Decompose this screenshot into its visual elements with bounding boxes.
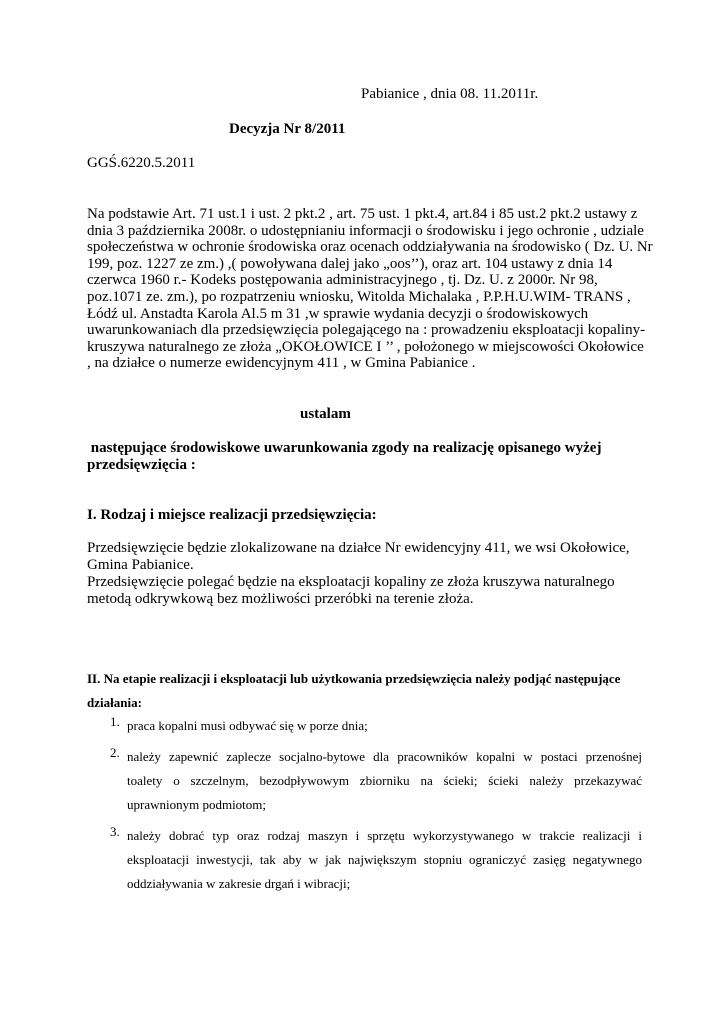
list-item-line: uprawnionym podmiotom;: [127, 797, 267, 812]
list-item-number: 2.: [110, 745, 120, 760]
section-1-heading: I. Rodzaj i miejsce realizacji przedsięwzięcia:: [87, 507, 377, 523]
list-item-number: 1.: [110, 714, 120, 729]
list-item: [87, 824, 642, 896]
preamble-line: Na podstawie Art. 71 ust.1 i ust. 2 pkt.2 , art. 75 ust. 1 pkt.4, art.84 i 85 ust.2 pkt.2 ustawy z: [87, 206, 638, 222]
preamble-paragraph: [87, 206, 653, 372]
decision-title: Decyzja Nr 8/2011: [229, 121, 346, 137]
list-item: [87, 745, 642, 817]
preamble-line: kruszywa naturalnego ze złoża „OKOŁOWICE I ’’ , położonego w miejscowości Okołowice: [87, 338, 644, 355]
section-1-body: [87, 540, 657, 608]
decision-intro-line: następujące środowiskowe uwarunkowania zgody na realizację opisanego wyżej: [87, 440, 602, 456]
preamble-line: 199, poz. 1227 ze zm.) ,( powoływana dalej jako „oos’’), oraz art. 104 ustawy z dnia 14: [87, 255, 613, 272]
preamble-line: poz.1071 ze. zm.), po rozpatrzeniu wniosku, Witolda Michalaka , P.P.H.U.WIM- TRANS ,: [87, 288, 631, 305]
place-date: Pabianice , dnia 08. 11.2011r.: [361, 86, 539, 102]
preamble-line: czerwca 1960 r.- Kodeks postępowania administracyjnego , tj. Dz. U. z 2000r. Nr 98,: [87, 272, 598, 289]
list-item-number: 3.: [110, 824, 120, 839]
list-item-line: należy zapewnić zaplecze socjalno-bytowe dla pracowników kopalni w postaci przenośnej: [127, 749, 642, 764]
section-2-heading: [87, 667, 647, 715]
list-item-line: oddziaływania w zakresie drgań i wibracji;: [127, 876, 351, 891]
list-item-line: toalety o szczelnym, bezodpływowym zbiorniku na ścieki; ścieki należy przekazywać: [127, 773, 642, 788]
decision-intro-line: przedsięwzięcia :: [87, 457, 196, 473]
section-1-line: Przedsięwzięcie będzie zlokalizowane na działce Nr ewidencyjny 411, we wsi Okołowice,: [87, 540, 630, 556]
list-item-line: należy dobrać typ oraz rodzaj maszyn i sprzętu wykorzystywanego w trakcie realizacji i: [127, 828, 642, 843]
actions-list: [87, 714, 642, 903]
decision-intro: [87, 440, 647, 474]
section-2-heading-line: działania:: [87, 695, 142, 710]
preamble-line: dnia 3 października 2008r. o udostępnianiu informacji o środowisku i jego ochronie , udziale: [87, 222, 644, 239]
preamble-line: społeczeństwa w ochronie środowiska oraz ocenach oddziaływania na środowisko ( Dz. U. Nr: [87, 239, 653, 256]
list-item: [87, 714, 642, 738]
decision-keyword: ustalam: [300, 406, 351, 422]
preamble-line: , na działce o numerze ewidencyjnym 411 , w Gmina Pabianice .: [87, 355, 476, 372]
reference-number: GGŚ.6220.5.2011: [87, 155, 196, 171]
preamble-line: uwarunkowaniach dla przedsięwzięcia polegającego na : prowadzeniu eksploatacji kopaliny-: [87, 322, 646, 339]
list-item-line: eksploatacji inwestycji, tak aby w jak największym stopniu ograniczyć zasięg negatywnego: [127, 852, 642, 867]
section-2-heading-line: II. Na etapie realizacji i eksploatacji lub użytkowania przedsięwzięcia należy podjąć następujące: [87, 671, 621, 686]
preamble-line: Łódź ul. Anstadta Karola Al.5 m 31 ,w sprawie wydania decyzji o środowiskowych: [87, 305, 589, 322]
section-1-line: Przedsięwzięcie polegać będzie na eksploatacji kopaliny ze złoża kruszywa naturalnego: [87, 574, 615, 590]
section-1-line: metodą odkrywkową bez możliwości przeróbki na terenie złoża.: [87, 591, 474, 607]
list-item-line: praca kopalni musi odbywać się w porze dnia;: [127, 718, 368, 733]
section-1-line: Gmina Pabianice.: [87, 557, 194, 573]
